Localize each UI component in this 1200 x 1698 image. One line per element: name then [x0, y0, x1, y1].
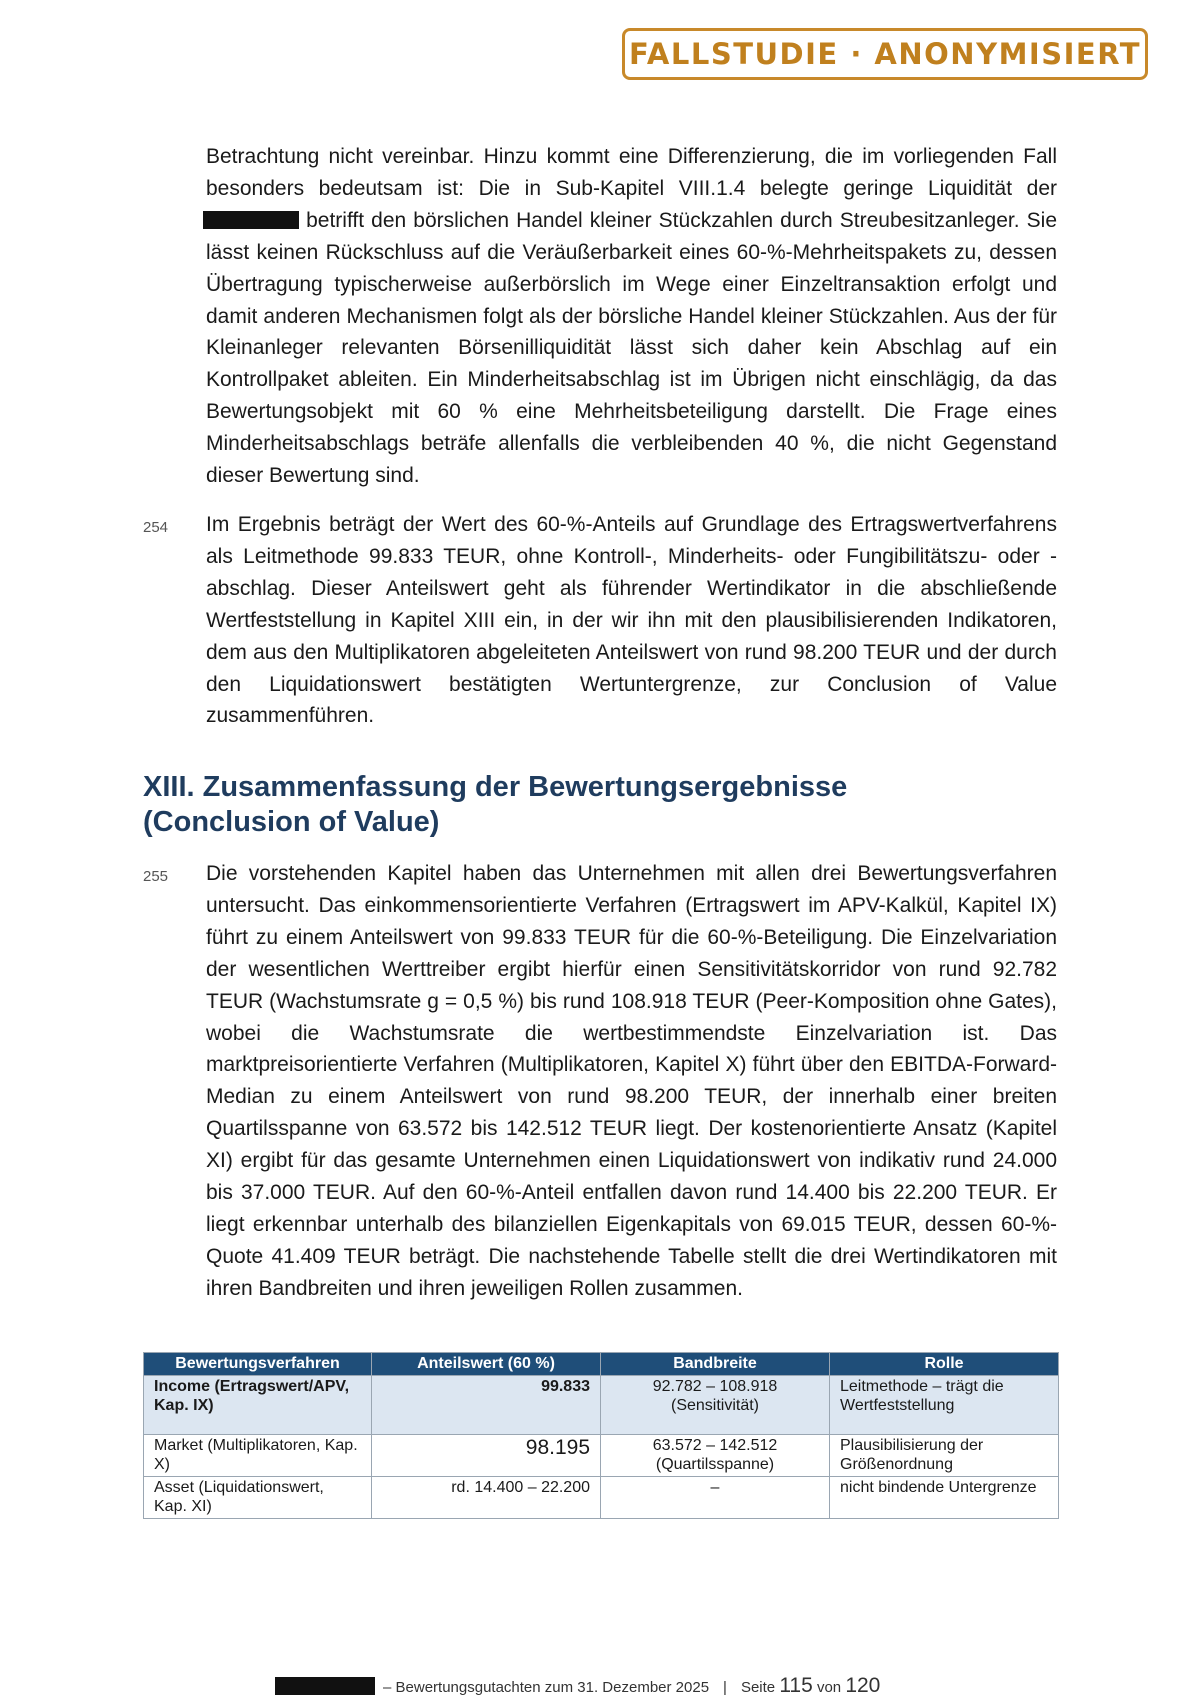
cell-value: 99.833	[372, 1375, 601, 1434]
paragraph-number-255: 255	[143, 868, 169, 885]
heading-line-1: XIII. Zusammenfassung der Bewertungsergebnisse	[143, 771, 848, 803]
paragraph-number-254: 254	[143, 519, 169, 536]
cell-value: rd. 14.400 – 22.200	[372, 1476, 601, 1518]
header-role: Rolle	[830, 1353, 1059, 1376]
cell-value: 98.195	[372, 1434, 601, 1476]
footer-document-title: – Bewertungsgutachten zum 31. Dezember 2025	[383, 1679, 710, 1696]
table-row	[144, 1375, 1059, 1434]
cell-method: Income (Ertragswert/APV, Kap. IX)	[144, 1375, 372, 1434]
header-method: Bewertungsverfahren	[144, 1353, 372, 1376]
paragraph-255: Die vorstehenden Kapitel haben das Unternehmen mit allen drei Bewertungsverfahren untersucht. Das einkommensorientierte Verfahren (Ertragswert im APV-Kalkül, Kapitel IX) führt zu einem Anteilswert von 99.833 TEUR für die 60-%-Beteiligung. Die Einzelvariation der wesentlichen Werttreiber ergibt hierfür einen Sensitivitätskorridor von rund 92.782 TEUR (Wachstumsrate g = 0,5 %) bis rund 108.918 TEUR (Peer-Komposition ohne Gates), wobei die Wachstumsrate die wertbestimmendste Einzelvariation ist. Das marktpreisorientierte Verfahren (Multiplikatoren, Kapitel X) führt über den EBITDA-Forward-Median zu einem Anteilswert von rund 98.200 TEUR, der innerhalb einer breiten Quartilsspanne von 63.572 bis 142.512 TEUR liegt. Der kostenorientierte Ansatz (Kapitel XI) ergibt für das gesamte Unternehmen einen Liquidationswert von indikativ rund 24.000 bis 37.000 TEUR. Auf den 60-%-Anteil entfallen davon rund 14.400 bis 22.200 TEUR. Er liegt erkennbar unterhalb des bilanziellen Eigenkapitals von 69.015 TEUR, dessen 60-%-Quote 41.409 TEUR beträgt. Die nachstehende Tabelle stellt die drei Wertindikatoren mit ihren Bandbreiten und ihren jeweiligen Rollen zusammen.	[206, 862, 1057, 1300]
footer-redaction-bar	[275, 1677, 375, 1695]
cell-range: 92.782 – 108.918 (Sensitivität)	[601, 1375, 830, 1434]
footer-page-number: 115	[779, 1674, 813, 1697]
paragraph-text-before-redaction: Betrachtung nicht vereinbar. Hinzu kommt eine Differenzierung, die im vorliegenden Fall besonders bedeutsam ist: Die in Sub-Kapitel VIII.1.4 belegte geringe Liquidität der	[206, 145, 1057, 200]
paragraph-continued	[206, 141, 1057, 492]
cell-role: Plausibilisierung der Größenordnung	[830, 1434, 1059, 1476]
header-range: Bandbreite	[601, 1353, 830, 1376]
paragraph-text-after-redaction: betrifft den börslichen Handel kleiner Stückzahlen durch Streubesitzanleger. Sie lässt keinen Rückschluss auf die Veräußerbarkeit eines 60-%-Mehrheitspakets zu, dessen Übertragung typischerweise außerbörslich im Wege einer Einzeltransaktion erfolgt und damit anderen Mechanismen folgt als der börsliche Handel kleiner Stückzahlen. Aus der für Kleinanleger relevanten Börsenilliquidität lässt sich daher kein Abschlag auf ein Kontrollpaket ableiten. Ein Minderheitsabschlag ist im Übrigen nicht einschlägig, da das Bewertungsobjekt mit 60 % eine Mehrheitsbeteiligung darstellt. Die Frage eines Minderheitsabschlags beträfe allenfalls die verbleibenden 40 %, die nicht Gegenstand dieser Bewertung sind.	[206, 208, 1057, 488]
page-footer	[275, 1674, 880, 1698]
cell-method: Market (Multiplikatoren, Kap. X)	[144, 1434, 372, 1476]
header-value: Anteilswert (60 %)	[372, 1353, 601, 1376]
redaction-bar	[203, 211, 299, 229]
table-header-row	[144, 1353, 1059, 1376]
valuation-summary-table	[143, 1352, 1059, 1519]
footer-of-label: von	[816, 1679, 842, 1696]
cell-method: Asset (Liquidationswert, Kap. XI)	[144, 1476, 372, 1518]
table-row	[144, 1476, 1059, 1518]
cell-range: 63.572 – 142.512 (Quartilsspanne)	[601, 1434, 830, 1476]
paragraph-254: Im Ergebnis beträgt der Wert des 60-%-Anteils auf Grundlage des Ertragswertverfahrens als Leitmethode 99.833 TEUR, ohne Kontroll-, Minderheits- oder Fungibilitätszu- oder -abschlag. Dieser Anteilswert geht als führender Wertindikator in die abschließende Wertfeststellung in Kapitel XIII ein, in der wir ihn mit den plausibilisierenden Indikatoren, dem aus den Multiplikatoren abgeleiteten Anteilswert von rund 98.200 TEUR und der durch den Liquidationswert bestätigten Wertuntergrenze, zur Conclusion of Value zusammenführen.	[206, 513, 1057, 728]
cell-role: Leitmethode – trägt die Wertfeststellung	[830, 1375, 1059, 1434]
section-heading	[143, 770, 1043, 840]
cell-role: nicht bindende Untergrenze	[830, 1476, 1059, 1518]
footer-page-total: 120	[845, 1674, 881, 1697]
table-row	[144, 1434, 1059, 1476]
anonymized-stamp: FALLSTUDIE · ANONYMISIERT	[622, 28, 1148, 80]
cell-range: –	[601, 1476, 830, 1518]
footer-page-label: Seite	[740, 1679, 776, 1696]
heading-line-2: (Conclusion of Value)	[143, 806, 440, 838]
footer-separator: |	[723, 1679, 727, 1696]
